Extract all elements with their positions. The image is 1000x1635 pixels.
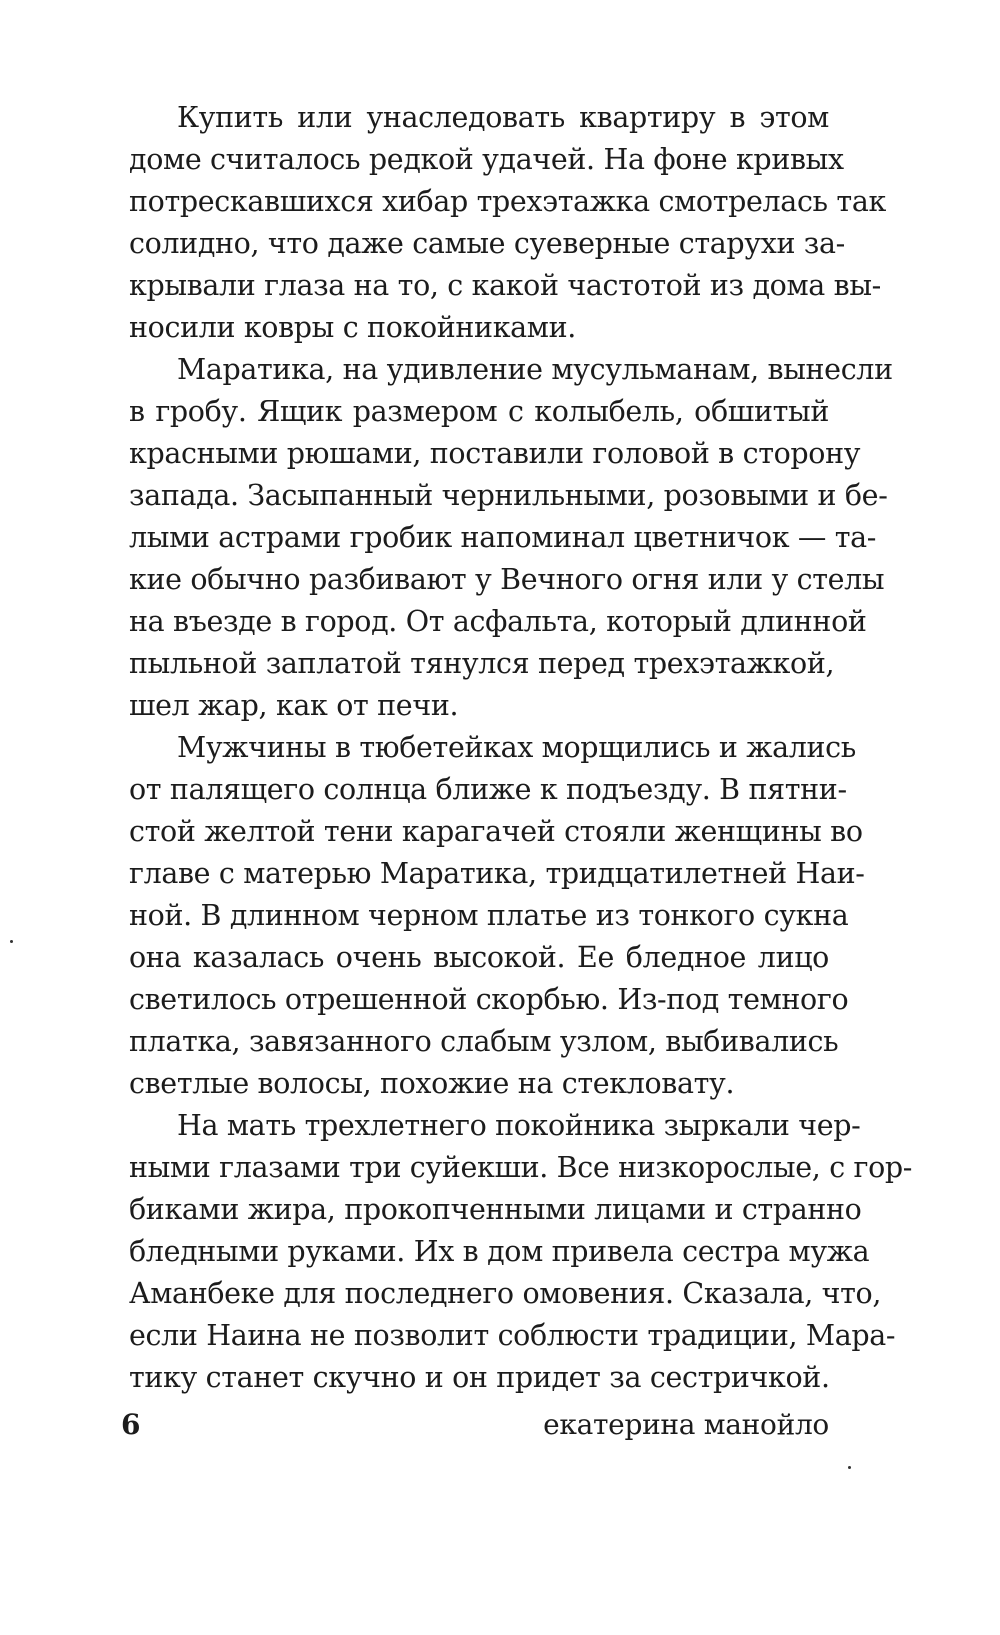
text-line: тику станет скучно и он придет за сестричкой. [129,1361,830,1394]
text-line: красными рюшами, поставили головой в сторону [129,437,861,470]
running-footer-author: екатерина манойло [543,1408,829,1441]
text-line: Маратика, на удивление мусульманам, вынесли [177,353,893,386]
text-line: биками жира, прокопченными лицами и странно [129,1193,862,1226]
text-line: ной. В длинном черном платье из тонкого сукна [129,899,849,932]
text-line: Мужчины в тюбетейках морщились и жались [177,731,856,764]
scan-speck [10,940,13,943]
scan-speck [848,1466,851,1469]
text-line: на въезде в город. От асфальта, который длинной [129,605,867,638]
text-line: лыми астрами гробик напоминал цветничок — та- [129,521,877,554]
text-line: в гробу. Ящик размером с колыбель, обшитый [129,395,829,428]
text-line: она казалась очень высокой. Ее бледное лицо [129,941,829,974]
text-line: Купить или унаследовать квартиру в этом [177,101,829,134]
text-line: светилось отрешенной скорбью. Из-под темного [129,983,849,1016]
text-line: крывали глаза на то, с какой частотой из дома вы- [129,269,881,302]
text-line: светлые волосы, похожие на стекловату. [129,1067,735,1100]
text-line: доме считалось редкой удачей. На фоне кривых [129,143,844,176]
text-line: от палящего солнца ближе к подъезду. В пятни- [129,773,847,806]
text-line: На мать трехлетнего покойника зыркали чер- [177,1109,861,1142]
text-line: кие обычно разбивают у Вечного огня или у стелы [129,563,885,596]
text-line: если Наина не позволит соблюсти традиции, Мара- [129,1319,896,1352]
text-line: носили ковры с покойниками. [129,311,576,344]
text-line: бледными руками. Их в дом привела сестра мужа [129,1235,870,1268]
text-line: платка, завязанного слабым узлом, выбивались [129,1025,839,1058]
text-line: ными глазами три суйекши. Все низкорослые, с гор- [129,1151,913,1184]
text-line: запада. Засыпанный чернильными, розовыми и бе- [129,479,888,512]
text-line: потрескавшихся хибар трехэтажка смотрелась так [129,185,886,218]
text-line: стой желтой тени карагачей стояли женщины во [129,815,863,848]
text-line: Аманбеке для последнего омовения. Сказала, что, [129,1277,882,1310]
text-line: солидно, что даже самые суеверные старухи за- [129,227,845,260]
text-line: пыльной заплатой тянулся перед трехэтажкой, [129,647,835,680]
text-line: главе с матерью Маратика, тридцатилетней Наи- [129,857,865,890]
page-number: 6 [121,1408,141,1441]
text-line: шел жар, как от печи. [129,689,459,722]
